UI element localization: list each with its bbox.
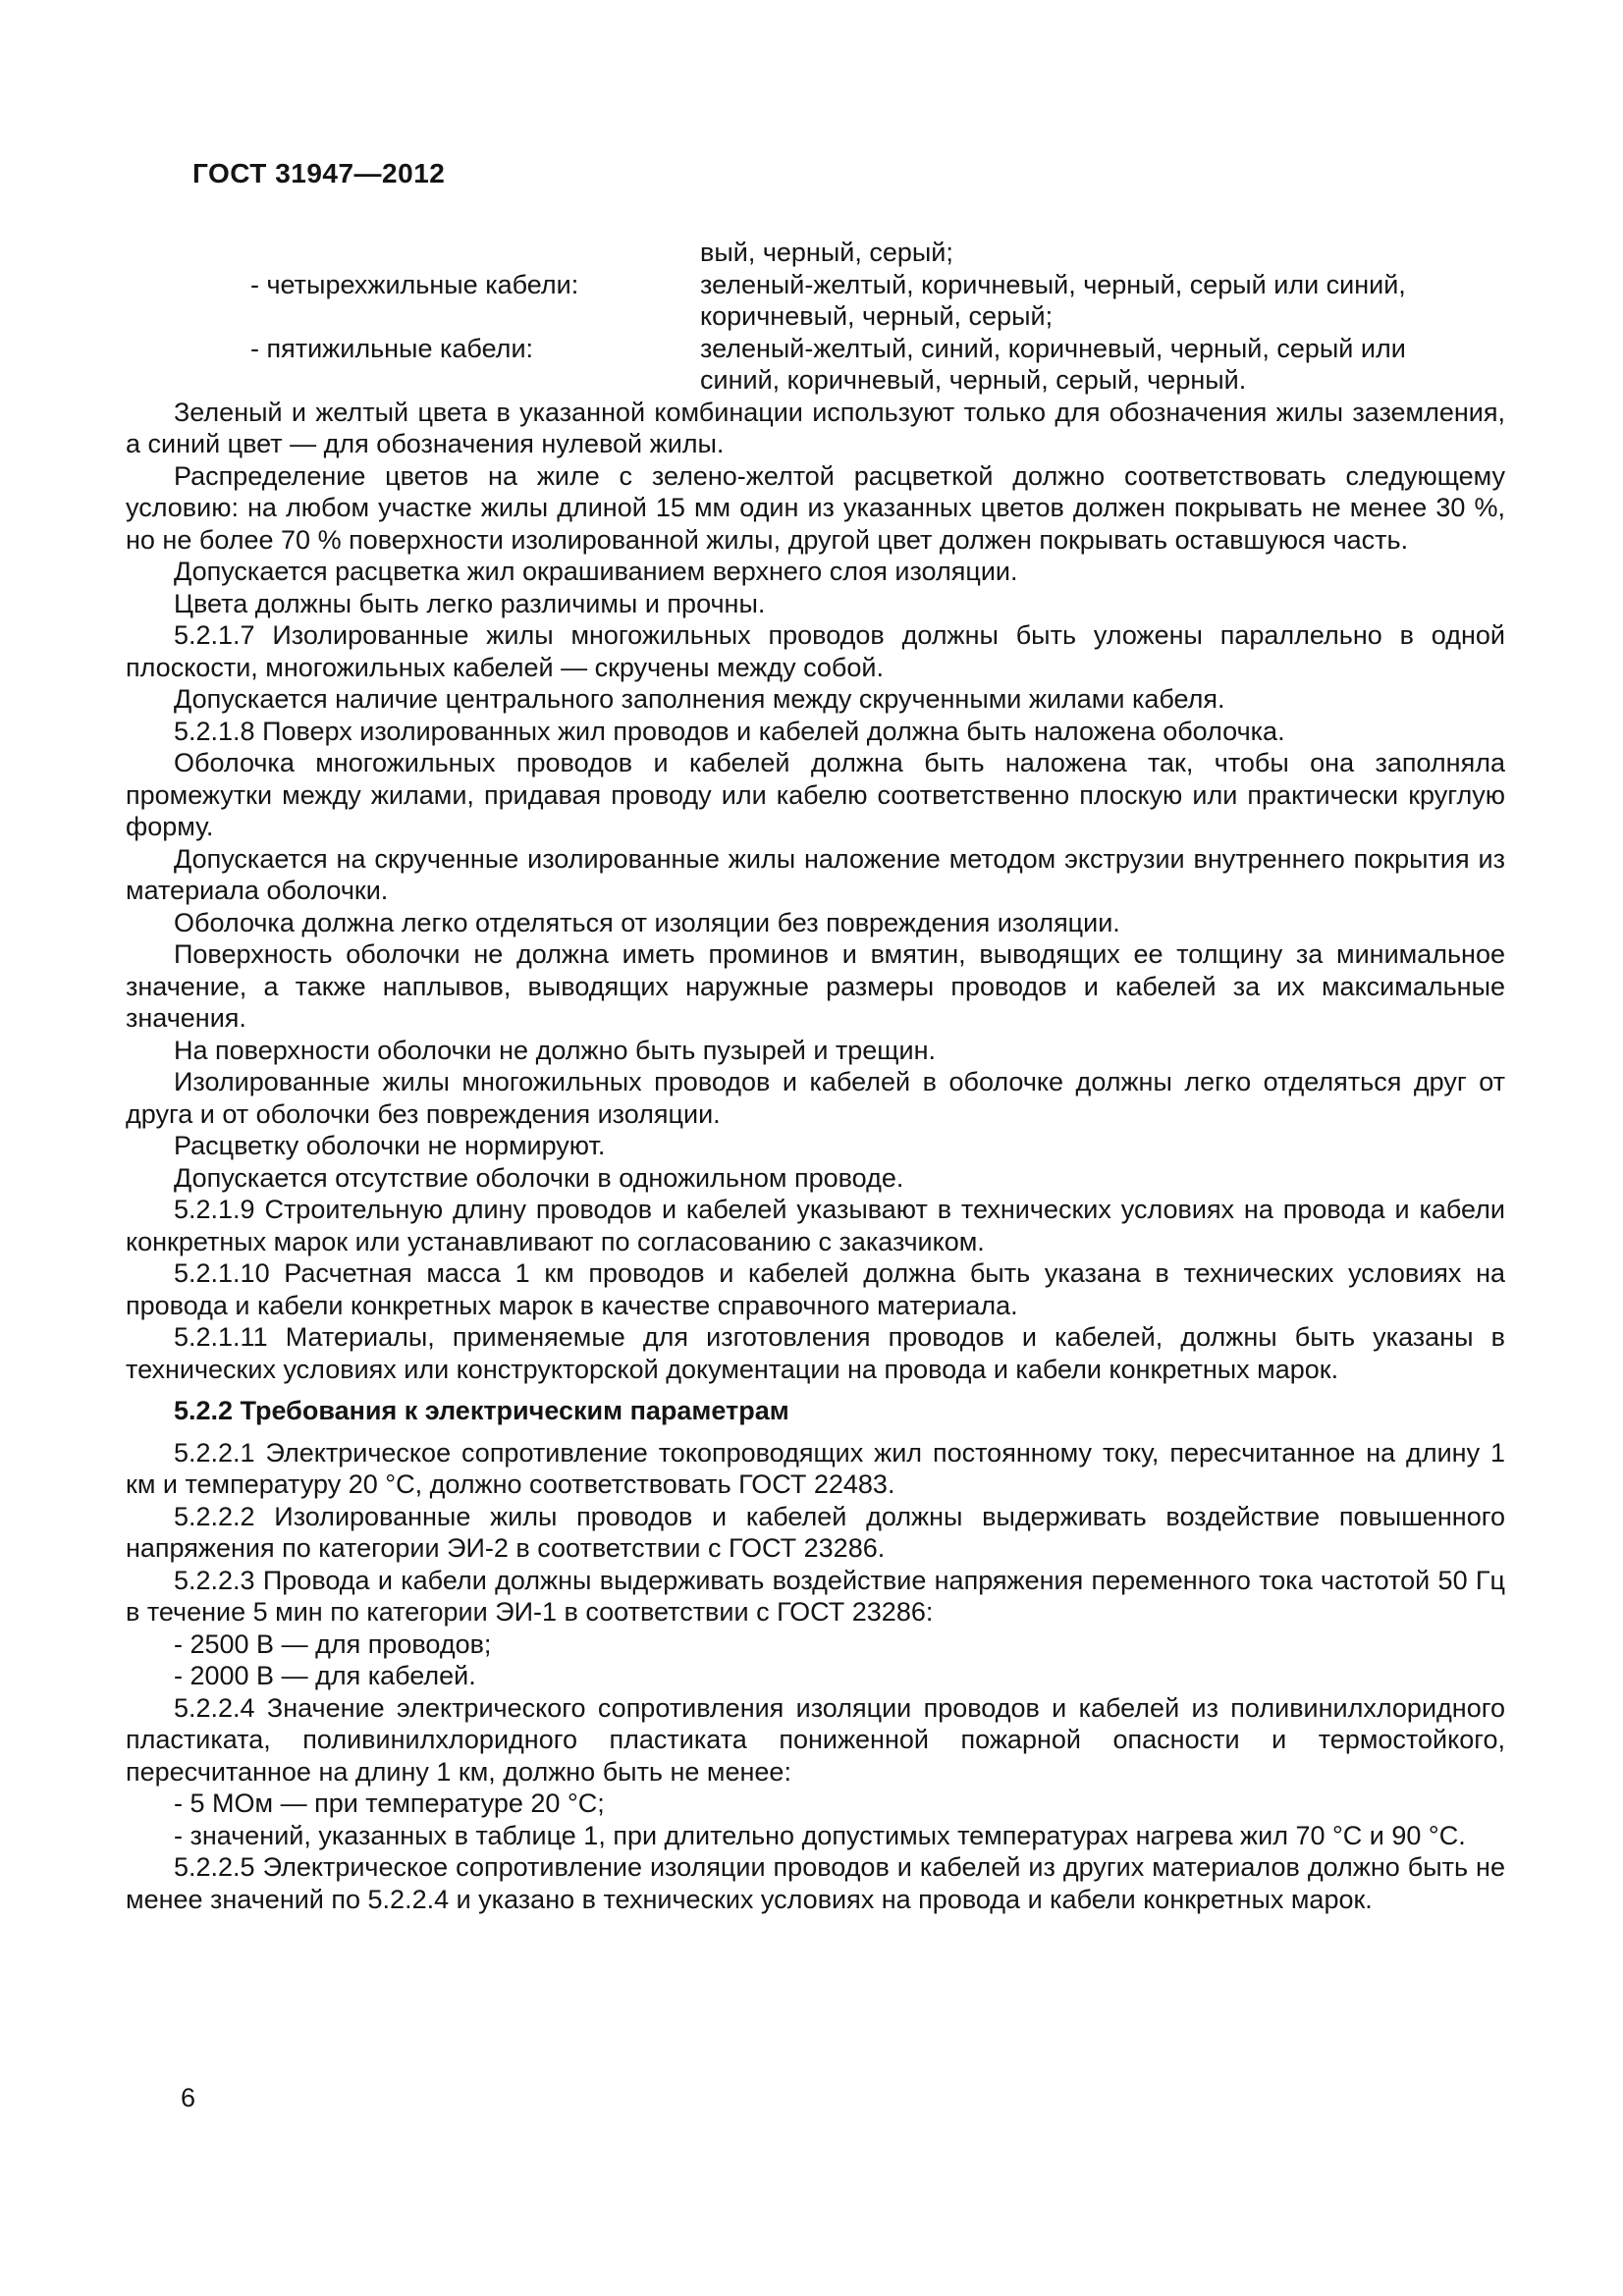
paragraph: На поверхности оболочки не должно быть пузырей и трещин.: [174, 1035, 937, 1065]
paragraph-5-2-1-7: 5.2.1.7 Изолированные жилы многожильных проводов должны быть уложены параллельно в одной плоскости, многожильных кабелей — скручены между собой.: [126, 620, 1505, 682]
paragraph-5-2-2-3: 5.2.2.3 Провода и кабели должны выдерживать воздействие напряжения переменного тока частотой 50 Гц в течение 5 мин по категории ЭИ-1 в соответствии с ГОСТ 23286:: [126, 1565, 1505, 1627]
paragraph-5-2-1-9: 5.2.1.9 Строительную длину проводов и кабелей указывают в технических условиях на провода и кабели конкретных марок или устанавливают по согласованию с заказчиком.: [126, 1195, 1505, 1256]
list-row: [126, 237, 1505, 269]
paragraph-5-2-2-4: 5.2.2.4 Значение электрического сопротивления изоляции проводов и кабелей из поливинилхлоридного пластиката, поливинилхлоридного пластиката пониженной пожарной опасности и термостойкого, пересчитанное на длину 1 км, должно быть не менее:: [126, 1692, 1505, 1787]
list-label: - четырехжильные кабели:: [250, 269, 579, 299]
list-row: [126, 364, 1505, 397]
document-body: [126, 237, 1505, 1915]
list-value: коричневый, черный, серый;: [700, 301, 1054, 331]
section-heading-5-2-2: 5.2.2 Требования к электрическим параметрам: [174, 1396, 789, 1425]
list-row: [126, 300, 1505, 333]
paragraph-5-2-2-2: 5.2.2.2 Изолированные жилы проводов и кабелей должны выдерживать воздействие повышенного напряжения по категории ЭИ-2 в соответствии с ГОСТ 23286.: [126, 1501, 1505, 1563]
dash-list-item: - 2000 В — для кабелей.: [174, 1661, 476, 1690]
list-value: зеленый-желтый, синий, коричневый, черный, серый или: [700, 333, 1406, 363]
dash-list-item: - 2500 В — для проводов;: [174, 1629, 492, 1659]
paragraph: Допускается на скрученные изолированные жилы наложение методом экструзии внутреннего покрытия из материала оболочки.: [126, 843, 1505, 905]
page-number: 6: [181, 2083, 196, 2112]
paragraph: Распределение цветов на жиле с зелено-желтой расцветкой должно соответствовать следующему условию: на любом участке жилы длиной 15 мм один из указанных цветов должен покрывать не менее 30 %, но не более 70 % поверхности изолированной жилы, другой цвет должен покрывать оставшуюся часть.: [126, 460, 1505, 555]
list-row: [126, 269, 1505, 301]
paragraph: Допускается наличие центрального заполнения между скрученными жилами кабеля.: [174, 684, 1225, 714]
paragraph-5-2-1-8: 5.2.1.8 Поверх изолированных жил проводов и кабелей должна быть наложена оболочка.: [174, 716, 1285, 746]
list-value: вый, черный, серый;: [700, 238, 953, 267]
paragraph: Оболочка многожильных проводов и кабелей должна быть наложена так, чтобы она заполняла промежутки между жилами, придавая проводу или кабелю соответственно плоскую или практически круглую форму.: [126, 748, 1505, 841]
dash-list-item: - значений, указанных в таблице 1, при длительно допустимых температурах нагрева жил 70 °С и 90 °С.: [174, 1820, 1466, 1850]
list-value: зеленый-желтый, коричневый, черный, серый или синий,: [700, 269, 1406, 299]
paragraph-5-2-1-11: 5.2.1.11 Материалы, применяемые для изготовления проводов и кабелей, должны быть указаны в технических условиях или конструкторской документации на провода и кабели конкретных марок.: [126, 1322, 1505, 1384]
paragraph: Цвета должны быть легко различимы и прочны.: [174, 588, 766, 618]
paragraph: Расцветку оболочки не нормируют.: [174, 1131, 606, 1160]
list-value: синий, коричневый, черный, серый, черный.: [700, 365, 1247, 395]
conductor-color-list: [126, 237, 1505, 397]
paragraph: Допускается расцветка жил окрашиванием верхнего слоя изоляции.: [174, 557, 1018, 586]
paragraph: Зеленый и желтый цвета в указанной комбинации используют только для обозначения жилы заземления, а синий цвет — для обозначения нулевой жилы.: [126, 397, 1505, 458]
paragraph: Допускается отсутствие оболочки в одножильном проводе.: [174, 1162, 904, 1193]
list-row: [126, 333, 1505, 365]
list-label: - пятижильные кабели:: [250, 333, 534, 363]
paragraph: Оболочка должна легко отделяться от изоляции без повреждения изоляции.: [174, 907, 1120, 937]
paragraph-5-2-2-1: 5.2.2.1 Электрическое сопротивление токопроводящих жил постоянному току, пересчитанное на длину 1 км и температуру 20 °С, должно соответствовать ГОСТ 22483.: [126, 1437, 1505, 1499]
dash-list-item: - 5 МОм — при температуре 20 °С;: [174, 1789, 605, 1818]
doc-number-header: ГОСТ 31947—2012: [192, 158, 446, 188]
paragraph: Изолированные жилы многожильных проводов и кабелей в оболочке должны легко отделяться друг от друга и от оболочки без повреждения изоляции.: [126, 1067, 1505, 1129]
paragraph: Поверхность оболочки не должна иметь проминов и вмятин, выводящих ее толщину за минимальное значение, а также наплывов, выводящих наружные размеры проводов и кабелей за их максимальные значения.: [126, 939, 1505, 1033]
paragraph-5-2-2-5: 5.2.2.5 Электрическое сопротивление изоляции проводов и кабелей из других материалов должно быть не менее значений по 5.2.2.4 и указано в технических условиях на провода и кабели конкретных марок.: [126, 1852, 1505, 1914]
paragraph-5-2-1-10: 5.2.1.10 Расчетная масса 1 км проводов и кабелей должна быть указана в технических условиях на провода и кабели конкретных марок в качестве справочного материала.: [126, 1258, 1505, 1320]
